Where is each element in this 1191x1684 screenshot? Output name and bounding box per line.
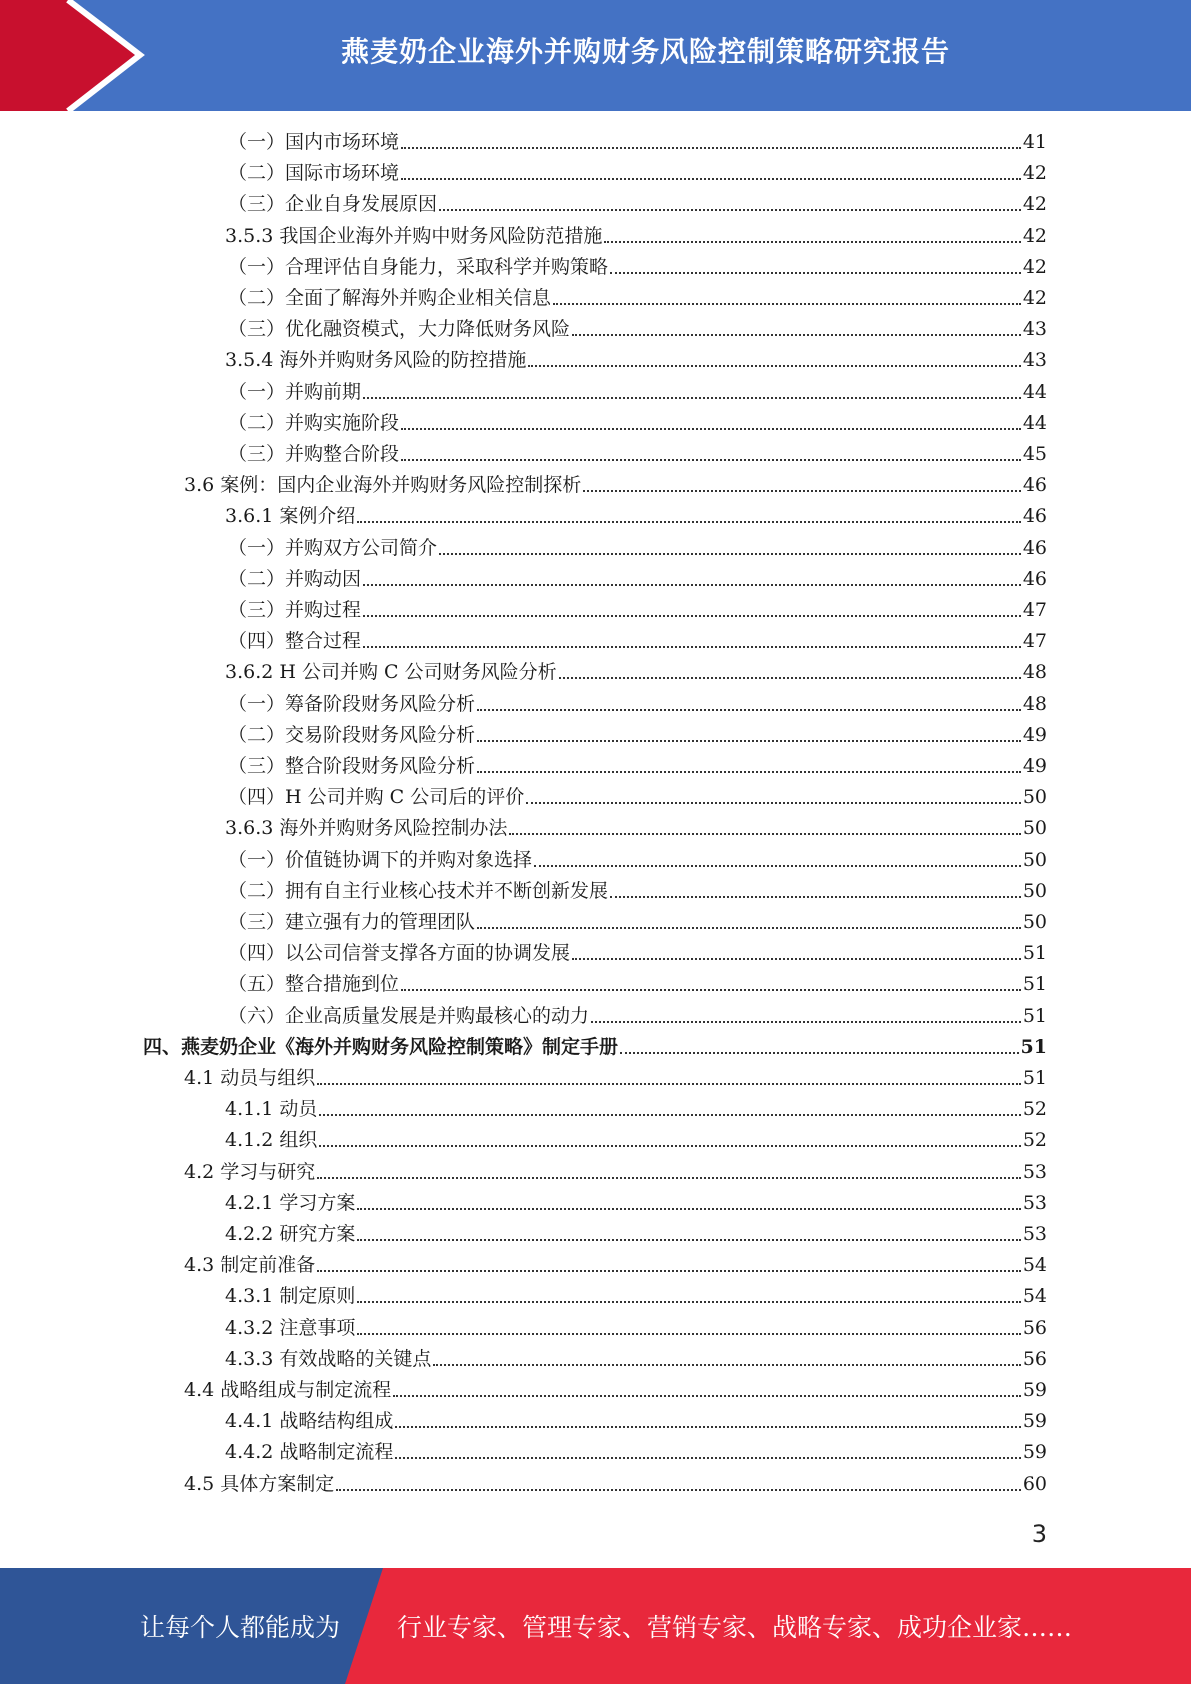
toc-entry-title: 3.6.3 海外并购财务风险控制办法 xyxy=(225,817,508,840)
toc-entry-title: （二）国际市场环境 xyxy=(228,162,400,185)
toc-entry-title: 4.3.2 注意事项 xyxy=(225,1316,356,1339)
toc-dot-leader xyxy=(357,520,1020,523)
toc-entry-title: （三）整合阶段财务风险分析 xyxy=(228,755,476,777)
toc-entry[interactable] xyxy=(0,782,1047,813)
toc-dot-leader xyxy=(357,1300,1020,1303)
toc-entry-title: 4.3.3 有效战略的关键点 xyxy=(225,1347,432,1370)
toc-entry[interactable] xyxy=(0,1375,1047,1406)
toc-entry[interactable] xyxy=(0,283,1047,314)
toc-dot-leader xyxy=(477,708,1021,711)
report-title: 燕麦奶企业海外并购财务风险控制策略研究报告 xyxy=(340,35,950,68)
toc-entry-title: 3.6.1 案例介绍 xyxy=(225,505,356,528)
toc-entry[interactable] xyxy=(0,876,1047,907)
toc-entry-title: 4.4 战略组成与制定流程 xyxy=(184,1379,392,1401)
toc-entry-page: 51 xyxy=(1022,1067,1047,1089)
toc-entry-title: （四）H 公司并购 C 公司后的评价 xyxy=(228,786,525,809)
toc-entry-page: 51 xyxy=(1022,942,1047,965)
toc-dot-leader xyxy=(610,895,1021,898)
toc-entry-page: 46 xyxy=(1022,474,1047,497)
toc-entry[interactable] xyxy=(0,533,1047,564)
toc-dot-leader xyxy=(553,302,1021,305)
toc-entry-title: （一）筹备阶段财务风险分析 xyxy=(228,692,476,715)
toc-entry-page: 52 xyxy=(1022,1129,1047,1152)
toc-dot-leader xyxy=(433,1363,1020,1366)
toc-entry[interactable] xyxy=(0,1094,1047,1125)
toc-entry-page: 51 xyxy=(1022,973,1047,996)
toc-entry-page: 54 xyxy=(1022,1254,1047,1277)
toc-dot-leader xyxy=(591,1020,1021,1023)
toc-entry[interactable] xyxy=(0,845,1047,876)
toc-entry[interactable] xyxy=(0,907,1047,938)
toc-entry-page: 44 xyxy=(1022,411,1047,434)
page-header xyxy=(0,0,1191,111)
toc-entry-title: （三）并购整合阶段 xyxy=(228,443,400,465)
toc-dot-leader xyxy=(395,1425,1020,1428)
toc-dot-leader xyxy=(317,1176,1021,1179)
page-number: 3 xyxy=(1031,1520,1047,1548)
toc-entry-title: （二）拥有自主行业核心技术并不断创新发展 xyxy=(228,879,609,902)
toc-entry-page: 46 xyxy=(1022,536,1047,559)
toc-entry-page: 56 xyxy=(1022,1316,1047,1339)
toc-entry-page: 44 xyxy=(1022,380,1047,403)
footer-slogan-right: 行业专家、管理专家、营销专家、战略专家、成功企业家…… xyxy=(397,1613,1073,1642)
toc-entry-title: 3.5.4 海外并购财务风险的防控措施 xyxy=(225,349,527,372)
toc-dot-leader xyxy=(317,1269,1021,1272)
toc-entry-page: 50 xyxy=(1022,879,1047,902)
toc-entry-title: 3.6 案例：国内企业海外并购财务风险控制探析 xyxy=(184,474,582,497)
toc-dot-leader xyxy=(604,240,1020,243)
toc-entry[interactable] xyxy=(0,408,1047,439)
toc-entry-title: 3.5.3 我国企业海外并购中财务风险防范措施 xyxy=(225,224,603,247)
toc-dot-leader xyxy=(336,1488,1021,1491)
toc-entry[interactable] xyxy=(0,127,1047,158)
toc-entry[interactable] xyxy=(0,1313,1047,1344)
toc-entry-page: 47 xyxy=(1022,630,1047,653)
toc-entry[interactable] xyxy=(0,439,1047,470)
toc-entry-title: 四、燕麦奶企业《海外并购财务风险控制策略》制定手册 xyxy=(143,1035,619,1058)
toc-entry-title: 4.2.2 研究方案 xyxy=(225,1223,356,1245)
toc-entry-title: 4.3.1 制定原则 xyxy=(225,1285,356,1308)
toc-entry[interactable] xyxy=(0,501,1047,532)
toc-entry[interactable] xyxy=(0,969,1047,1000)
toc-entry-page: 43 xyxy=(1022,318,1047,341)
toc-entry[interactable] xyxy=(0,1437,1047,1468)
toc-entry-page: 47 xyxy=(1022,599,1047,621)
toc-dot-leader xyxy=(572,333,1021,336)
toc-entry[interactable] xyxy=(0,1032,1047,1063)
toc-entry-page: 42 xyxy=(1022,162,1047,185)
toc-entry-page: 54 xyxy=(1022,1285,1047,1308)
toc-entry[interactable] xyxy=(0,158,1047,189)
toc-entry-page: 53 xyxy=(1022,1160,1047,1183)
toc-entry[interactable] xyxy=(0,314,1047,345)
toc-dot-leader xyxy=(401,988,1021,991)
toc-dot-leader xyxy=(534,864,1021,867)
toc-entry-title: （二）并购动因 xyxy=(228,567,362,590)
toc-entry[interactable] xyxy=(0,189,1047,220)
toc-entry-page: 59 xyxy=(1022,1379,1047,1401)
toc-dot-leader xyxy=(610,271,1021,274)
toc-entry-title: 4.1 动员与组织 xyxy=(184,1067,316,1089)
toc-entry-page: 48 xyxy=(1022,661,1047,684)
toc-entry-page: 42 xyxy=(1022,287,1047,309)
toc-entry-page: 53 xyxy=(1022,1223,1047,1245)
toc-dot-leader xyxy=(395,1456,1020,1459)
toc-entry[interactable] xyxy=(0,595,1047,626)
toc-dot-leader xyxy=(357,1332,1020,1335)
toc-entry-page: 50 xyxy=(1022,848,1047,871)
toc-entry[interactable] xyxy=(0,1281,1047,1312)
toc-dot-leader xyxy=(401,427,1021,430)
toc-entry-page: 49 xyxy=(1022,755,1047,777)
toc-entry-page: 48 xyxy=(1022,692,1047,715)
toc-entry-page: 43 xyxy=(1022,349,1047,372)
toc-dot-leader xyxy=(439,208,1021,211)
toc-entry-title: （三）建立强有力的管理团队 xyxy=(228,911,476,933)
toc-entry-title: 3.6.2 H 公司并购 C 公司财务风险分析 xyxy=(225,661,557,684)
toc-entry[interactable] xyxy=(0,720,1047,751)
toc-dot-leader xyxy=(583,489,1021,492)
toc-entry-title: 4.4.2 战略制定流程 xyxy=(225,1441,394,1464)
toc-entry[interactable] xyxy=(0,1469,1047,1500)
toc-entry-title: 4.4.1 战略结构组成 xyxy=(225,1410,394,1433)
toc-entry-title: 4.2.1 学习方案 xyxy=(225,1191,356,1214)
toc-dot-leader xyxy=(319,1144,1020,1147)
toc-dot-leader xyxy=(528,364,1020,367)
toc-dot-leader xyxy=(401,177,1021,180)
toc-entry-title: （三）企业自身发展原因 xyxy=(228,193,438,216)
toc-entry-title: （一）并购前期 xyxy=(228,380,362,403)
toc-entry-page: 52 xyxy=(1022,1098,1047,1121)
toc-entry-page: 42 xyxy=(1022,224,1047,247)
toc-entry[interactable] xyxy=(0,1157,1047,1188)
toc-entry-page: 59 xyxy=(1022,1410,1047,1433)
header-chevron-decoration xyxy=(0,0,150,111)
toc-dot-leader xyxy=(401,458,1021,461)
toc-entry-title: （四）整合过程 xyxy=(228,630,362,653)
toc-dot-leader xyxy=(439,552,1021,555)
toc-entry-title: 4.5 具体方案制定 xyxy=(184,1472,335,1495)
toc-entry-page: 42 xyxy=(1022,193,1047,216)
toc-entry[interactable] xyxy=(0,1125,1047,1156)
toc-entry-title: （二）全面了解海外并购企业相关信息 xyxy=(228,287,552,309)
toc-dot-leader xyxy=(526,801,1021,804)
toc-dot-leader xyxy=(357,1207,1020,1210)
toc-dot-leader xyxy=(620,1051,1019,1054)
toc-entry-title: （一）国内市场环境 xyxy=(228,131,400,153)
toc-entry-page: 46 xyxy=(1022,567,1047,590)
toc-entry[interactable] xyxy=(0,1188,1047,1219)
toc-entry-page: 51 xyxy=(1022,1004,1047,1027)
toc-entry-title: （一）合理评估自身能力，采取科学并购策略 xyxy=(228,255,609,278)
toc-entry-page: 56 xyxy=(1022,1347,1047,1370)
toc-entry[interactable] xyxy=(0,1250,1047,1281)
toc-entry[interactable] xyxy=(0,626,1047,657)
toc-entry-page: 45 xyxy=(1022,443,1047,465)
toc-entry[interactable] xyxy=(0,1406,1047,1437)
toc-entry[interactable] xyxy=(0,564,1047,595)
toc-entry[interactable] xyxy=(0,1001,1047,1032)
toc-dot-leader xyxy=(477,926,1021,929)
page-footer xyxy=(0,1568,1191,1684)
toc-entry-title: （四）以公司信誉支撑各方面的协调发展 xyxy=(228,942,571,965)
toc-entry[interactable] xyxy=(0,1344,1047,1375)
toc-dot-leader xyxy=(363,614,1021,617)
toc-entry[interactable] xyxy=(0,938,1047,969)
toc-dot-leader xyxy=(393,1394,1021,1397)
footer-slogan-left: 让每个人都能成为 xyxy=(140,1613,341,1642)
toc-entry[interactable] xyxy=(0,252,1047,283)
toc-entry-page: 51 xyxy=(1020,1035,1047,1058)
toc-dot-leader xyxy=(357,1238,1020,1241)
toc-dot-leader xyxy=(319,1113,1020,1116)
toc-dot-leader xyxy=(509,832,1020,835)
toc-entry-page: 42 xyxy=(1022,255,1047,278)
toc-entry-title: （五）整合措施到位 xyxy=(228,973,400,996)
toc-dot-leader xyxy=(363,645,1021,648)
toc-entry[interactable] xyxy=(0,1219,1047,1250)
toc-entry-page: 49 xyxy=(1022,723,1047,746)
toc-entry-page: 59 xyxy=(1022,1441,1047,1464)
toc-entry-page: 50 xyxy=(1022,817,1047,840)
toc-entry-page: 46 xyxy=(1022,505,1047,528)
toc-dot-leader xyxy=(401,146,1021,149)
toc-entry[interactable] xyxy=(0,1063,1047,1094)
toc-entry-title: （一）并购双方公司简介 xyxy=(228,536,438,559)
toc-dot-leader xyxy=(477,770,1021,773)
toc-dot-leader xyxy=(317,1082,1021,1085)
toc-dot-leader xyxy=(363,583,1021,586)
toc-entry-title: （二）并购实施阶段 xyxy=(228,411,400,434)
toc-entry-title: 4.1.1 动员 xyxy=(225,1098,318,1121)
toc-entry-title: 4.3 制定前准备 xyxy=(184,1254,316,1277)
toc-entry-page: 60 xyxy=(1022,1472,1047,1495)
toc-entry[interactable] xyxy=(0,813,1047,844)
toc-entry-title: （六）企业高质量发展是并购最核心的动力 xyxy=(228,1004,590,1027)
toc-entry-title: （三）并购过程 xyxy=(228,599,362,621)
toc-entry-page: 50 xyxy=(1022,911,1047,933)
toc-entry-title: （二）交易阶段财务风险分析 xyxy=(228,723,476,746)
toc-entry[interactable] xyxy=(0,470,1047,501)
toc-entry-title: 4.2 学习与研究 xyxy=(184,1160,316,1183)
toc-dot-leader xyxy=(572,957,1021,960)
toc-entry[interactable] xyxy=(0,345,1047,376)
toc-dot-leader xyxy=(477,739,1021,742)
toc-entry-title: 4.1.2 组织 xyxy=(225,1129,318,1152)
toc-dot-leader xyxy=(559,676,1021,679)
toc-entry-page: 53 xyxy=(1022,1191,1047,1214)
toc-entry-page: 50 xyxy=(1022,786,1047,809)
toc-entry[interactable] xyxy=(0,751,1047,782)
toc-entry-title: （三）优化融资模式，大力降低财务风险 xyxy=(228,318,571,341)
toc-entry[interactable] xyxy=(0,221,1047,252)
toc-entry-title: （一）价值链协调下的并购对象选择 xyxy=(228,848,533,871)
toc-entry[interactable] xyxy=(0,657,1047,688)
toc-entry-page: 41 xyxy=(1022,131,1047,153)
toc-entry[interactable] xyxy=(0,689,1047,720)
toc-dot-leader xyxy=(363,396,1021,399)
toc-entry[interactable] xyxy=(0,377,1047,408)
